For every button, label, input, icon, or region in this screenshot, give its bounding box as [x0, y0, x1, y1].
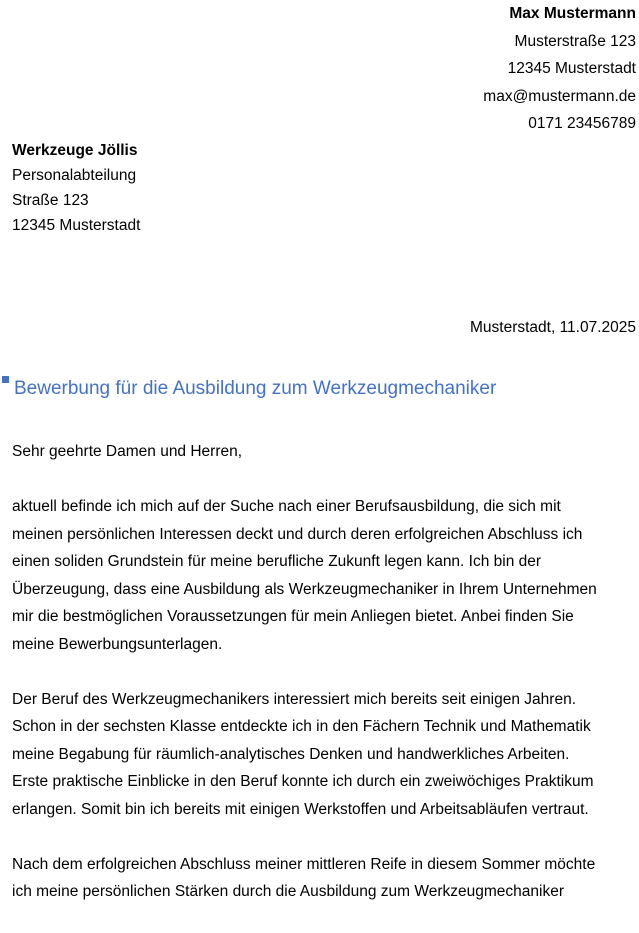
text-line: ich meine persönlichen Stärken durch die Ausbildung zum Werkzeugmechaniker [12, 883, 564, 900]
sender-name: Max Mustermann [509, 5, 636, 22]
text-line: Schon in der sechsten Klasse entdeckte ich in den Fächern Technik und Mathematik [12, 718, 591, 735]
sender-city: 12345 Musterstadt [507, 60, 636, 77]
letter-date: Musterstadt, 11.07.2025 [469, 319, 636, 336]
recipient-address [12, 138, 140, 238]
sender-phone: 0171 23456789 [528, 115, 636, 132]
recipient-street: Straße 123 [12, 192, 89, 209]
body-paragraph-3 [12, 851, 637, 906]
text-line: meine Bewerbungsunterlagen. [12, 635, 223, 653]
text-line: meinen persönlichen Interessen deckt und durch deren erfolgreichen Abschluss ich [12, 525, 583, 543]
letter-body [12, 438, 637, 933]
salutation: Sehr geehrte Damen und Herren, [12, 443, 243, 460]
text-line: Nach dem erfolgreichen Abschluss meiner mittleren Reife in diesem Sommer möchte [12, 855, 596, 873]
heading-marker-icon [2, 376, 9, 383]
sender-address [483, 0, 636, 138]
recipient-department: Personalabteilung [12, 167, 137, 184]
text-line: Überzeugung, dass eine Ausbildung als Werkzeugmechaniker in Ihrem Unternehmen [12, 580, 597, 598]
text-line: meine Begabung für räumlich-analytisches Denken und handwerkliches Arbeiten. [12, 745, 570, 763]
text-line: Erste praktische Einblicke in den Beruf konnte ich durch ein zweiwöchiges Praktikum [12, 773, 594, 790]
text-line: aktuell befinde ich mich auf der Suche nach einer Berufsausbildung, die sich mit [12, 498, 561, 515]
letter-subject: Bewerbung für die Ausbildung zum Werkzeugmechaniker [14, 378, 497, 399]
body-paragraph-1 [12, 493, 637, 658]
recipient-company: Werkzeuge Jöllis [12, 142, 138, 159]
text-line: erlangen. Somit bin ich bereits mit einigen Werkstoffen und Arbeitsabläufen vertraut. [12, 800, 589, 818]
text-line: Der Beruf des Werkzeugmechanikers interessiert mich bereits seit einigen Jahren. [12, 690, 576, 708]
recipient-city: 12345 Musterstadt [12, 217, 141, 234]
sender-email: max@mustermann.de [483, 87, 636, 105]
text-line: einen soliden Grundstein für meine berufliche Zukunft legen kann. Ich bin der [12, 553, 542, 570]
sender-street: Musterstraße 123 [514, 32, 636, 50]
body-paragraph-2 [12, 686, 637, 824]
text-line: mir die bestmöglichen Voraussetzungen für mein Anliegen bietet. Anbei finden Sie [12, 608, 574, 625]
